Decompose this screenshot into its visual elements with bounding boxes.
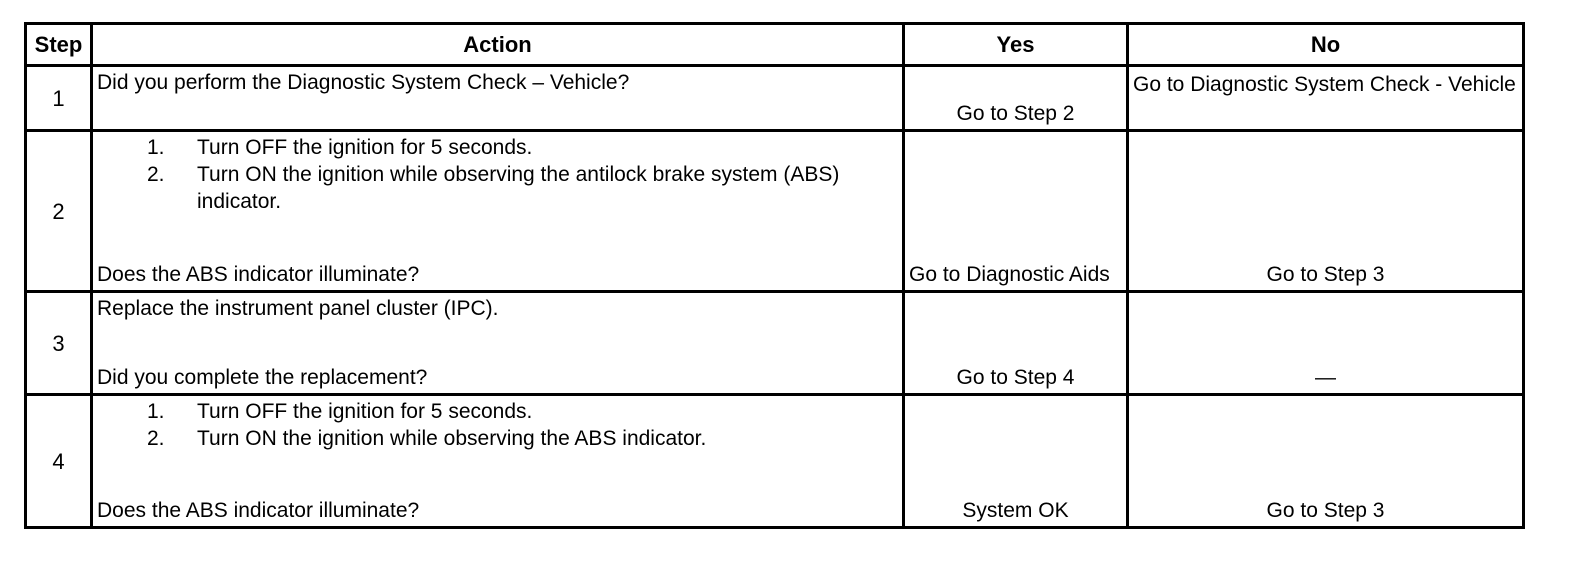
no-result: Go to Step 3 — [1266, 263, 1385, 286]
step-cell — [26, 292, 92, 395]
yes-result: Go to Step 4 — [956, 366, 1075, 389]
no-cell — [1128, 292, 1524, 395]
step-cell — [26, 131, 92, 292]
yes-cell — [904, 292, 1128, 395]
header-row — [26, 24, 1524, 66]
yes-result: System OK — [962, 499, 1069, 522]
action-step-list — [97, 134, 896, 215]
yes-result: Go to Step 2 — [956, 102, 1075, 125]
no-cell — [1128, 395, 1524, 528]
table-row — [26, 131, 1524, 292]
no-result: Go to Diagnostic System Check - Vehicle — [1133, 73, 1516, 96]
yes-cell — [904, 395, 1128, 528]
action-text: Did you perform the Diagnostic System Check – Vehicle? — [97, 71, 630, 94]
action-step-list — [97, 398, 896, 452]
list-item — [97, 161, 896, 215]
header-step: Step — [26, 24, 92, 66]
action-question: Does the ABS indicator illuminate? — [97, 499, 420, 522]
action-cell — [92, 395, 904, 528]
list-item — [97, 425, 896, 452]
yes-cell — [904, 131, 1128, 292]
action-cell — [92, 292, 904, 395]
action-text: Replace the instrument panel cluster (IPC). — [97, 297, 499, 320]
list-text: Turn ON the ignition while observing the antilock brake system (ABS) indicator. — [197, 163, 840, 213]
table-row — [26, 395, 1524, 528]
list-item — [97, 398, 896, 425]
no-result: Go to Step 3 — [1266, 499, 1385, 522]
action-question: Did you complete the replacement? — [97, 366, 428, 389]
list-text: Turn ON the ignition while observing the ABS indicator. — [197, 427, 707, 450]
table-row — [26, 66, 1524, 131]
list-number: 1. — [147, 136, 165, 159]
list-number: 1. — [147, 400, 165, 423]
yes-cell — [904, 66, 1128, 131]
step-cell — [26, 66, 92, 131]
list-number: 2. — [147, 427, 165, 450]
step-cell — [26, 395, 92, 528]
step-number: 4 — [52, 448, 65, 474]
list-number: 2. — [147, 163, 165, 186]
no-result: — — [1315, 366, 1336, 389]
action-cell — [92, 66, 904, 131]
header-yes: Yes — [904, 24, 1128, 66]
action-question: Does the ABS indicator illuminate? — [97, 263, 420, 286]
list-item — [97, 134, 896, 161]
list-text: Turn OFF the ignition for 5 seconds. — [197, 400, 533, 423]
action-cell — [92, 131, 904, 292]
table-row — [26, 292, 1524, 395]
yes-result: Go to Diagnostic Aids — [909, 263, 1110, 286]
diagnostic-table — [24, 22, 1525, 529]
header-action: Action — [92, 24, 904, 66]
no-cell — [1128, 131, 1524, 292]
no-cell — [1128, 66, 1524, 131]
header-no: No — [1128, 24, 1524, 66]
step-number: 1 — [52, 85, 65, 111]
list-text: Turn OFF the ignition for 5 seconds. — [197, 136, 533, 159]
step-number: 2 — [52, 198, 65, 224]
step-number: 3 — [52, 330, 65, 356]
